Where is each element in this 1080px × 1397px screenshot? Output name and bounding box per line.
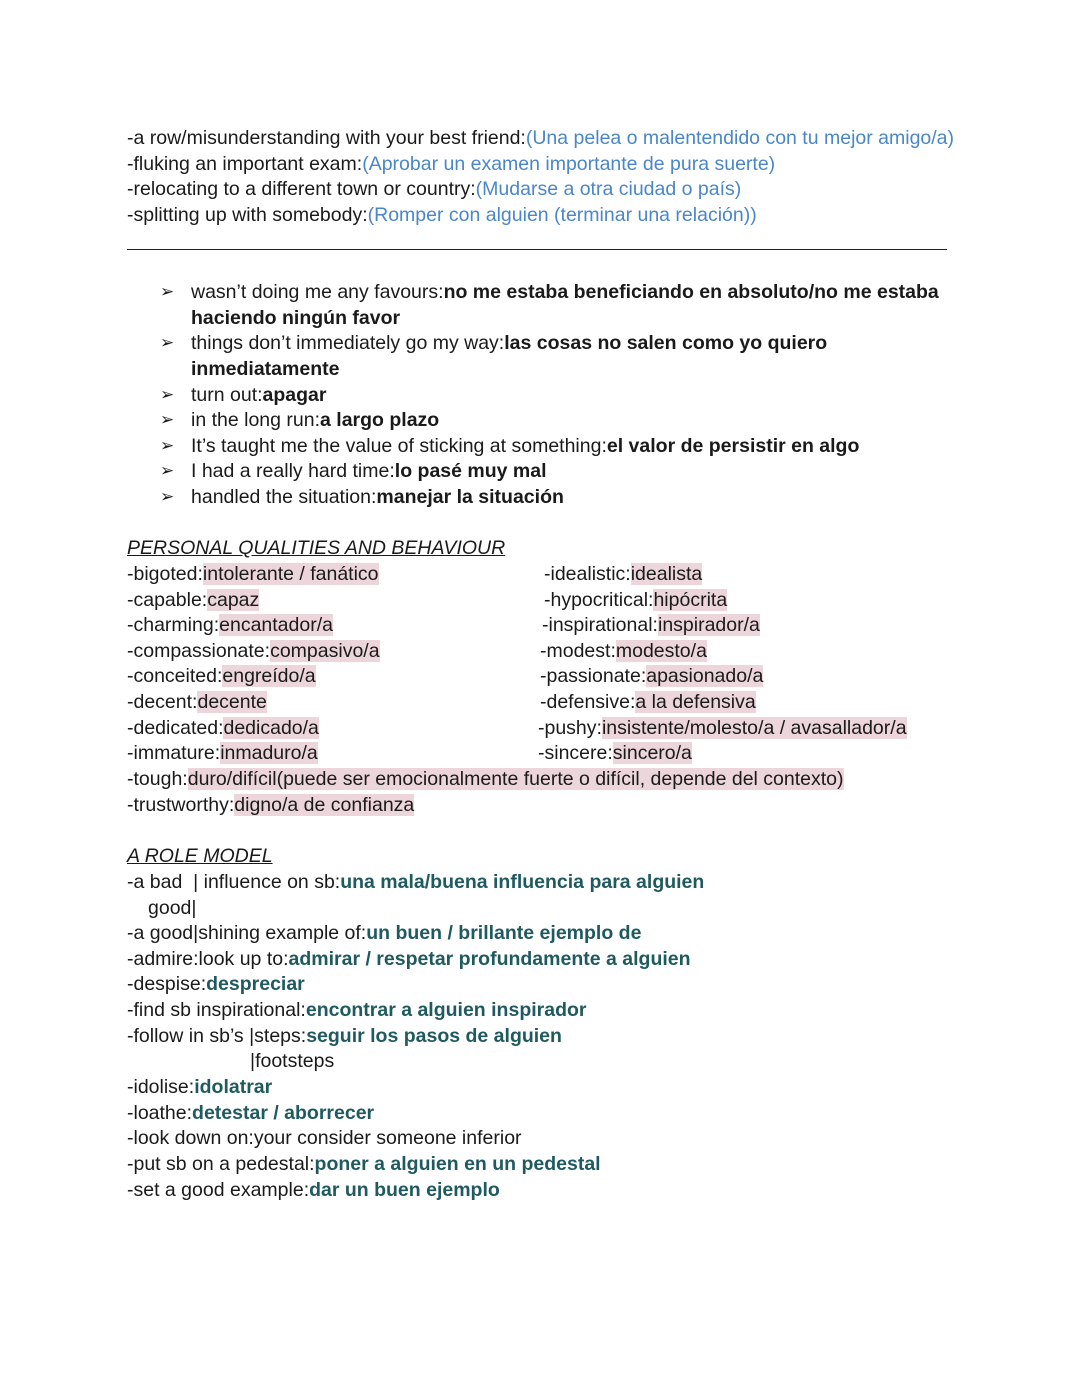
role-item (127, 998, 587, 1024)
role-en: -a bad | influence on sb: (127, 871, 341, 893)
intro-en: -splitting up with somebody: (127, 204, 368, 226)
quality-en: -sincere: (538, 742, 613, 764)
role-es: seguir los pasos de alguien (306, 1025, 562, 1047)
phrase-es: lo pasé muy mal (394, 460, 547, 482)
phrase-es: las cosas no salen como yo quiero inmediatamente (191, 332, 828, 380)
quality-es: insistente/molesto/a / avasallador/a (601, 717, 907, 739)
intro-line (127, 152, 775, 178)
role-item (148, 896, 196, 922)
quality-es: encantador/a (219, 614, 333, 636)
phrase-es: el valor de persistir en algo (606, 435, 860, 457)
qualities-heading: PERSONAL QUALITIES AND BEHAVIOUR (127, 537, 506, 559)
phrase-en: wasn’t doing me any favours: (191, 281, 444, 303)
quality-left (127, 741, 318, 767)
quality-en: -hypocritical: (544, 589, 654, 611)
quality-en: -tough: (127, 768, 188, 790)
intro-es: (Una pelea o malentendido con tu mejor amigo/a) (525, 127, 955, 149)
role-es: idolatrar (194, 1076, 273, 1098)
role-es: poner a alguien en un pedestal (314, 1153, 601, 1175)
role-en: -idolise: (127, 1076, 195, 1098)
role-en: -admire:look up to: (127, 948, 289, 970)
quality-right (540, 690, 756, 716)
quality-right (540, 664, 763, 690)
role-item (250, 1049, 334, 1075)
quality-en: -defensive: (540, 691, 636, 713)
phrase-en: handled the situation: (191, 486, 377, 508)
quality-en: -compassionate: (127, 640, 271, 662)
quality-es: inmaduro/a (220, 742, 318, 764)
role-item (127, 1024, 562, 1050)
quality-en: -dedicated: (127, 717, 224, 739)
quality-left (127, 767, 844, 793)
role-item (127, 921, 641, 947)
quality-es: capaz (207, 589, 260, 611)
quality-en: -immature: (127, 742, 221, 764)
quality-en: -passionate: (540, 665, 647, 687)
quality-en: -capable: (127, 589, 208, 611)
intro-es: (Romper con alguien (terminar una relación)) (367, 204, 757, 226)
arrow-bullet-icon: ➢ (160, 461, 175, 481)
quality-es: hipócrita (653, 589, 728, 611)
intro-line (127, 177, 741, 203)
quality-es: a la defensiva (635, 691, 756, 713)
quality-es: digno/a de confianza (234, 794, 415, 816)
quality-right (538, 716, 907, 742)
quality-left (127, 716, 319, 742)
role-en: -look down on:your consider someone inferior (127, 1127, 522, 1149)
intro-line (127, 203, 757, 229)
role-es: encontrar a alguien inspirador (305, 999, 587, 1021)
quality-es: intolerante / fanático (202, 563, 379, 585)
arrow-bullet-icon: ➢ (160, 333, 175, 353)
quality-left (127, 562, 379, 588)
role-en: -put sb on a pedestal: (127, 1153, 315, 1175)
quality-en: -decent: (127, 691, 198, 713)
quality-right (540, 639, 707, 665)
quality-left (127, 639, 380, 665)
quality-left (127, 613, 333, 639)
arrow-bullet-icon: ➢ (160, 282, 175, 302)
role-model-heading: A ROLE MODEL (127, 845, 273, 867)
arrow-bullet-icon: ➢ (160, 385, 175, 405)
quality-es: decente (197, 691, 267, 713)
role-en: -set a good example: (127, 1179, 310, 1201)
intro-es: (Mudarse a otra ciudad o país) (475, 178, 742, 200)
quality-en: -inspirational: (542, 614, 658, 636)
quality-left (127, 588, 259, 614)
quality-es: apasionado/a (646, 665, 764, 687)
quality-es: modesto/a (615, 640, 707, 662)
role-en: good| (148, 897, 197, 919)
quality-en: -charming: (127, 614, 220, 636)
quality-es: duro/difícil(puede ser emocionalmente fuerte o difícil, depende del contexto) (187, 768, 844, 790)
role-item (127, 1126, 522, 1152)
role-item (127, 1075, 272, 1101)
phrase-en: I had a really hard time: (191, 460, 395, 482)
quality-es: idealista (630, 563, 703, 585)
quality-right (544, 562, 702, 588)
phrase-es: a largo plazo (320, 409, 440, 431)
role-en: |footsteps (250, 1050, 335, 1072)
intro-en: -a row/misunderstanding with your best friend: (127, 127, 526, 149)
role-en: -a good|shining example of: (127, 922, 367, 944)
quality-en: -idealistic: (544, 563, 631, 585)
phrase-es: apagar (262, 384, 327, 406)
role-item (127, 972, 305, 998)
phrase-en: things don’t immediately go my way: (191, 332, 505, 354)
role-es: dar un buen ejemplo (309, 1179, 500, 1201)
quality-en: -pushy: (538, 717, 602, 739)
role-item (127, 1101, 374, 1127)
role-es: un buen / brillante ejemplo de (366, 922, 642, 944)
quality-en: -trustworthy: (127, 794, 235, 816)
role-es: despreciar (206, 973, 305, 995)
quality-right (542, 613, 760, 639)
role-es: detestar / aborrecer (192, 1102, 375, 1124)
role-item (127, 1178, 500, 1204)
phrase-en: It’s taught me the value of sticking at something: (191, 435, 607, 457)
role-item (127, 1152, 601, 1178)
quality-es: compasivo/a (270, 640, 380, 662)
role-en: -find sb inspirational: (127, 999, 306, 1021)
quality-es: inspirador/a (657, 614, 760, 636)
role-es: una mala/buena influencia para alguien (340, 871, 705, 893)
role-en: -follow in sb’s |steps: (127, 1025, 307, 1047)
arrow-bullet-icon: ➢ (160, 436, 175, 456)
intro-en: -fluking an important exam: (127, 153, 363, 175)
quality-right (544, 588, 727, 614)
quality-en: -conceited: (127, 665, 223, 687)
arrow-bullet-icon: ➢ (160, 487, 175, 507)
quality-es: engreído/a (222, 665, 316, 687)
role-item (127, 947, 691, 973)
intro-line (127, 126, 954, 152)
role-en: -loathe: (127, 1102, 193, 1124)
phrase-es: manejar la situación (376, 486, 564, 508)
quality-right (538, 741, 692, 767)
role-item (127, 870, 704, 896)
role-es: admirar / respetar profundamente a alguien (288, 948, 691, 970)
phrase-es: no me estaba beneficiando en absoluto/no me estaba haciendo ningún favor (191, 281, 939, 329)
phrase-en: turn out: (191, 384, 263, 406)
horizontal-divider (127, 249, 947, 250)
phrase-en: in the long run: (191, 409, 321, 431)
quality-es: dedicado/a (223, 717, 319, 739)
quality-left (127, 690, 267, 716)
arrow-bullet-icon: ➢ (160, 410, 175, 430)
intro-en: -relocating to a different town or country: (127, 178, 476, 200)
quality-en: -modest: (540, 640, 616, 662)
quality-en: -bigoted: (127, 563, 203, 585)
quality-left (127, 793, 414, 819)
intro-es: (Aprobar un examen importante de pura suerte) (362, 153, 776, 175)
role-en: -despise: (127, 973, 207, 995)
quality-left (127, 664, 316, 690)
quality-es: sincero/a (612, 742, 692, 764)
